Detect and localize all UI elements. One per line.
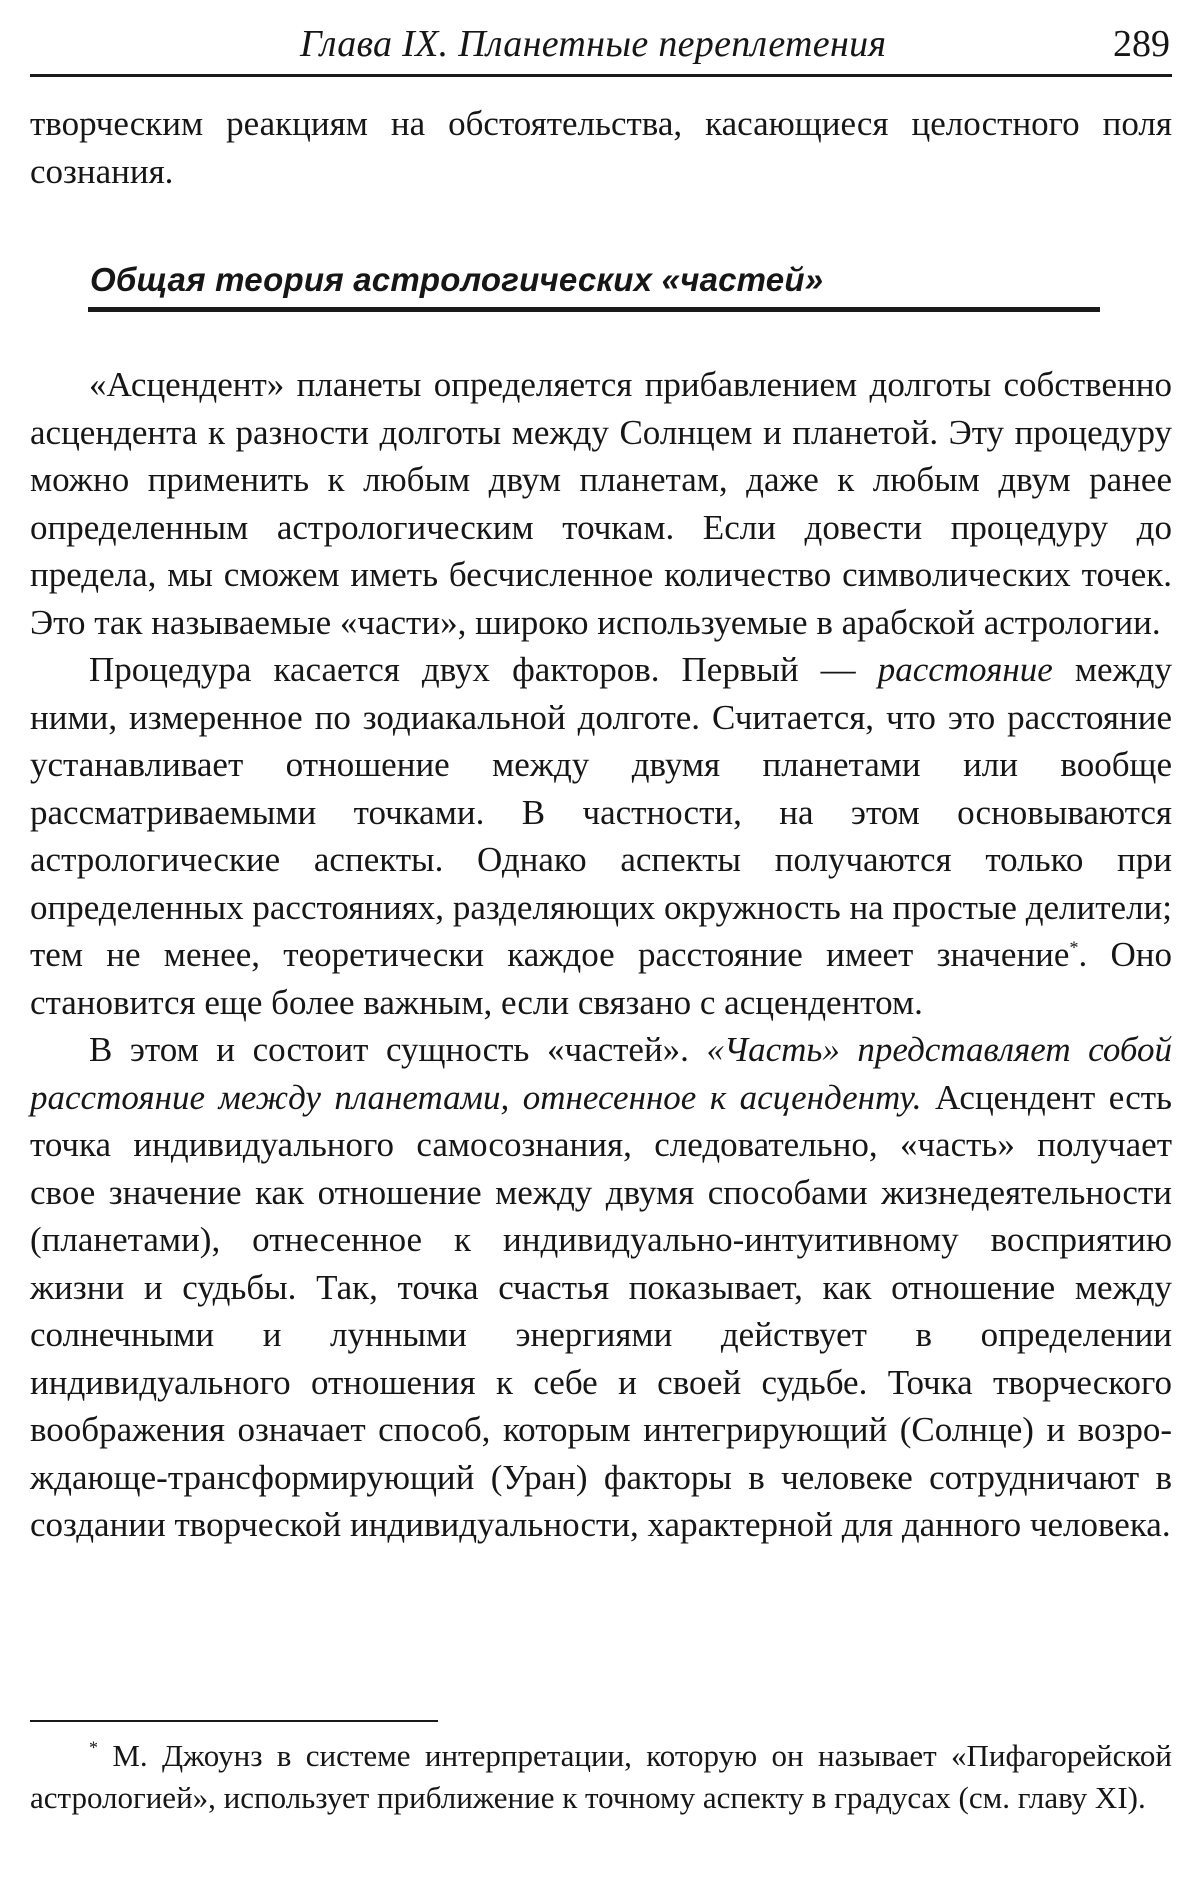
paragraph-2-body: между ними, измеренное по зодиакальной долготе. Считается, что это расстояние устанавливает отношение между двумя планетами или вообще рассматриваемыми точками. В частности, на этом основываются астрологические аспекты. Однако аспекты получаются только при определенных расстояниях, разделяющих окружность на простые делители; тем не менее, теоретически каждое расстояние имеет значение xyxy=(30,650,1172,974)
footnote-reference-mark: * xyxy=(1069,937,1079,958)
running-header xyxy=(30,18,1172,77)
paragraph-3-body: Асцендент есть точка индивидуального самосознания, следовательно, «часть» получает свое значение как отношение между двумя способами жизнедеятельности (планетами), отнесенное к индивидуально-интуитивному восприятию жизни и судьбы. Так, точка счастья показывает, как отношение между солнечными и лунными энергиями действует в определении индивидуального отношения к себе и своей судьбе. Точка творческого воображения означает способ, которым интегрирующий (Солнце) и возрождающе-трансформирующий (Уран) факторы в человеке сотрудничают в создании творческой индивидуальности, характерной для данного человека. xyxy=(30,1077,1172,1544)
paragraph-2-tail: . Оно становится еще более важным, если связано с асцендентом. xyxy=(30,935,1172,1022)
paragraph-3-lead: В этом и состоит сущность «частей». xyxy=(89,1030,707,1069)
paragraph-2-lead: Процедура касается двух факторов. Первый — xyxy=(89,650,878,689)
book-page xyxy=(30,0,1172,1884)
page-number: 289 xyxy=(1113,23,1170,65)
continuation-paragraph: творческим реакциям на обстоятельства, касающиеся целостного поля сознания. xyxy=(30,104,1172,191)
paragraph-1: «Асцендент» планеты определяется прибавлением долготы собственно асцендента к разности долготы между Солнцем и планетой. Эту процедуру можно применить к любым двум планетам, даже к любым двум ранее определенным астрологическим точкам. Если довести процедуру до предела, мы сможем иметь бесчисленное количество символических точек. Это так называемые «части», широко используемые в арабской астрологии. xyxy=(30,365,1172,642)
paragraph-2 xyxy=(30,646,1172,1026)
section-heading: Общая теория астрологических «частей» xyxy=(90,261,824,298)
footnote-text: М. Джоунз в системе интерпретации, которую он называет «Пифагорейской астрологией», использует приближение к точному аспекту в градусах (см. главу XI). xyxy=(30,1738,1172,1815)
paragraph-3-italic: «Часть» представляет собой расстояние между планетами, отнесенное к асценденту. xyxy=(30,1030,1172,1117)
chapter-title: Глава IX. Планетные переплетения xyxy=(300,23,887,65)
main-text xyxy=(30,361,1172,1549)
footnote xyxy=(30,1735,1172,1819)
continuation-block xyxy=(30,100,1172,195)
paragraph-3 xyxy=(30,1026,1172,1549)
paragraph-2-italic: расстояние xyxy=(877,650,1053,689)
footnote-mark: * xyxy=(89,1737,98,1758)
heading-underline xyxy=(88,307,1100,312)
footnote-separator xyxy=(30,1720,438,1722)
